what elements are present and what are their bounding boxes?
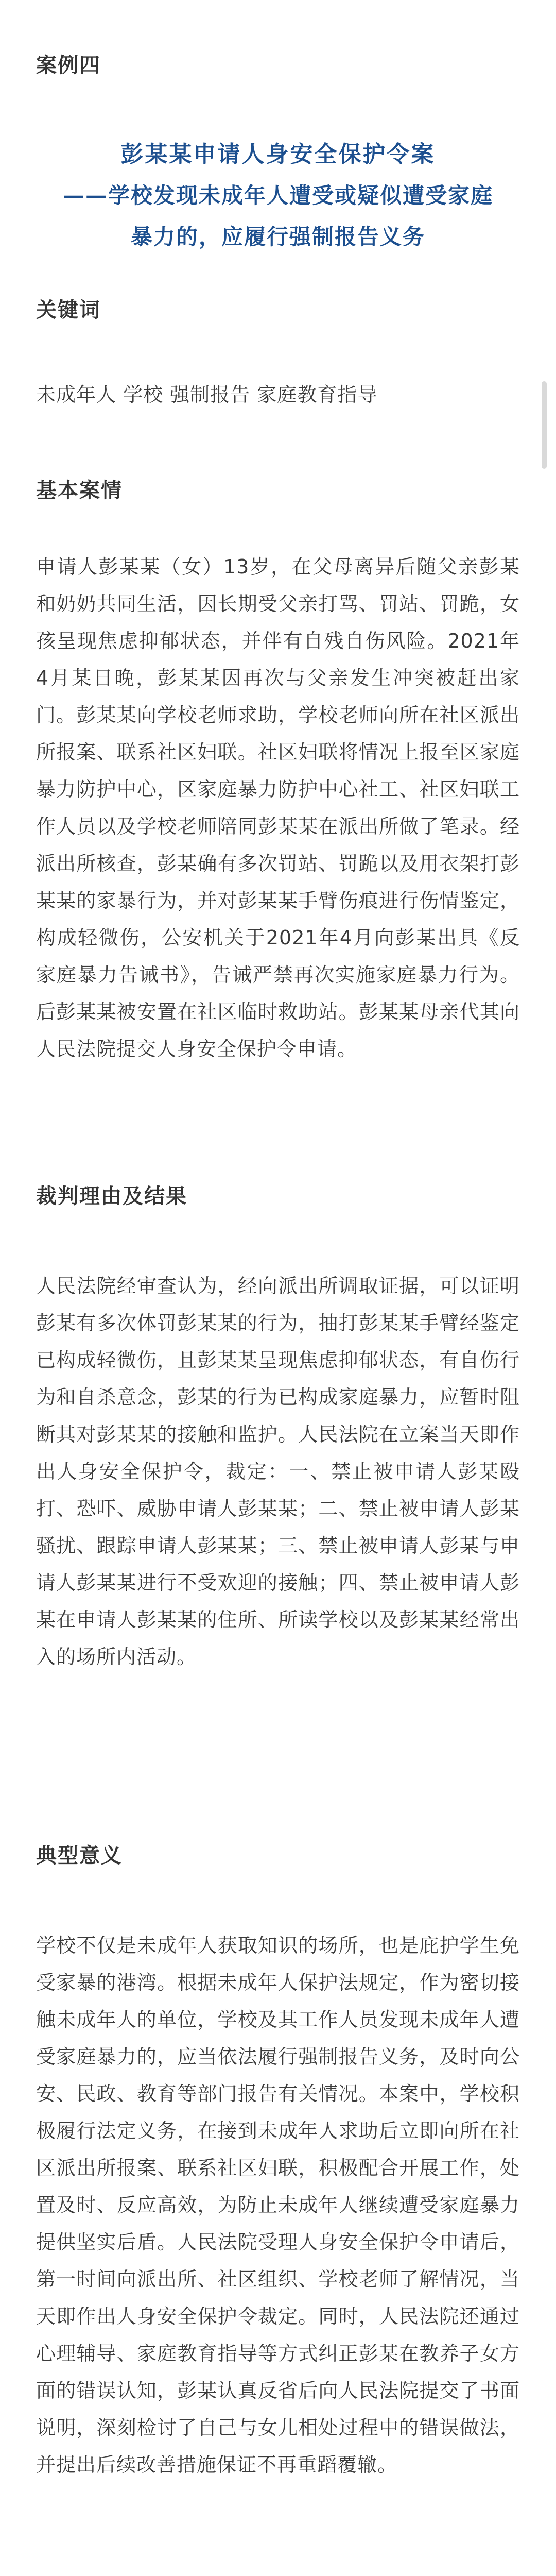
scrollbar-thumb[interactable] bbox=[542, 381, 547, 469]
article-subtitle: ——学校发现未成年人遭受或疑似遭受家庭暴力的，应履行强制报告义务 bbox=[62, 183, 493, 249]
ruling-text: 人民法院经审查认为，经向派出所调取证据，可以证明彭某有多次体罚彭某某的行为，抽打彭某某手臂经鉴定已构成轻微伤，且彭某某呈现焦虑抑郁状态，有自伤行为和自杀意念，彭某的行为已构成家庭暴力，应暂时阻断其对彭某某的接触和监护。人民法院在立案当天即作出人身安全保护令，裁定：一、禁止被申请人彭某殴打、恐吓、威胁申请人彭某某；二、禁止被申请人彭某骚扰、跟踪申请人彭某某；三、禁止被申请人彭某与申请人彭某某进行不受欢迎的接触；四、禁止被申请人彭某在申请人彭某某的住所、所读学校以及彭某某经常出入的场所内活动。 bbox=[36, 1275, 520, 1668]
article-title-block bbox=[0, 134, 556, 258]
case-label: 案例四 bbox=[36, 54, 101, 77]
article-title: 彭某某申请人身安全保护令案 bbox=[120, 141, 436, 167]
facts-text: 申请人彭某某（女）13岁，在父母离异后随父亲彭某和奶奶共同生活，因长期受父亲打骂、罚站、罚跪，女孩呈现焦虑抑郁状态，并伴有自残自伤风险。2021年4月某日晚，彭某某因再次与父亲发生冲突被赶出家门。彭某某向学校老师求助，学校老师向所在社区派出所报案、联系社区妇联。社区妇联将情况上报至区家庭暴力防护中心，区家庭暴力防护中心社工、社区妇联工作人员以及学校老师陪同彭某某在派出所做了笔录。经派出所核查，彭某确有多次罚站、罚跪以及用衣架打彭某某的家暴行为，并对彭某某手臂伤痕进行伤情鉴定，构成轻微伤，公安机关于2021年4月向彭某出具《反家庭暴力告诫书》，告诫严禁再次实施家庭暴力行为。后彭某某被安置在社区临时救助站。彭某某母亲代其向人民法院提交人身安全保护令申请。 bbox=[36, 555, 520, 1060]
significance-text: 学校不仅是未成年人获取知识的场所，也是庇护学生免受家暴的港湾。根据未成年人保护法规定，作为密切接触未成年人的单位，学校及其工作人员发现未成年人遭受家庭暴力的，应当依法履行强制报告义务，及时向公安、民政、教育等部门报告有关情况。本案中，学校积极履行法定义务，在接到未成年人求助后立即向所在社区派出所报案、联系社区妇联，积极配合开展工作，处置及时、反应高效，为防止未成年人继续遭受家庭暴力提供坚实后盾。人民法院受理人身安全保护令申请后，第一时间向派出所、社区组织、学校老师了解情况，当天即作出人身安全保护令裁定。同时，人民法院还通过心理辅导、家庭教育指导等方式纠正彭某在教养子女方面的错误认知，彭某认真反省后向人民法院提交了书面说明，深刻检讨了自己与女儿相处过程中的错误做法，并提出后续改善措施保证不再重蹈覆辙。 bbox=[36, 1934, 520, 2476]
keywords-text: 未成年人 学校 强制报告 家庭教育指导 bbox=[36, 383, 378, 406]
facts-heading: 基本案情 bbox=[36, 479, 123, 502]
keywords-heading: 关键词 bbox=[36, 298, 101, 322]
ruling-heading: 裁判理由及结果 bbox=[36, 1184, 187, 1208]
significance-heading: 典型意义 bbox=[36, 1844, 123, 1868]
